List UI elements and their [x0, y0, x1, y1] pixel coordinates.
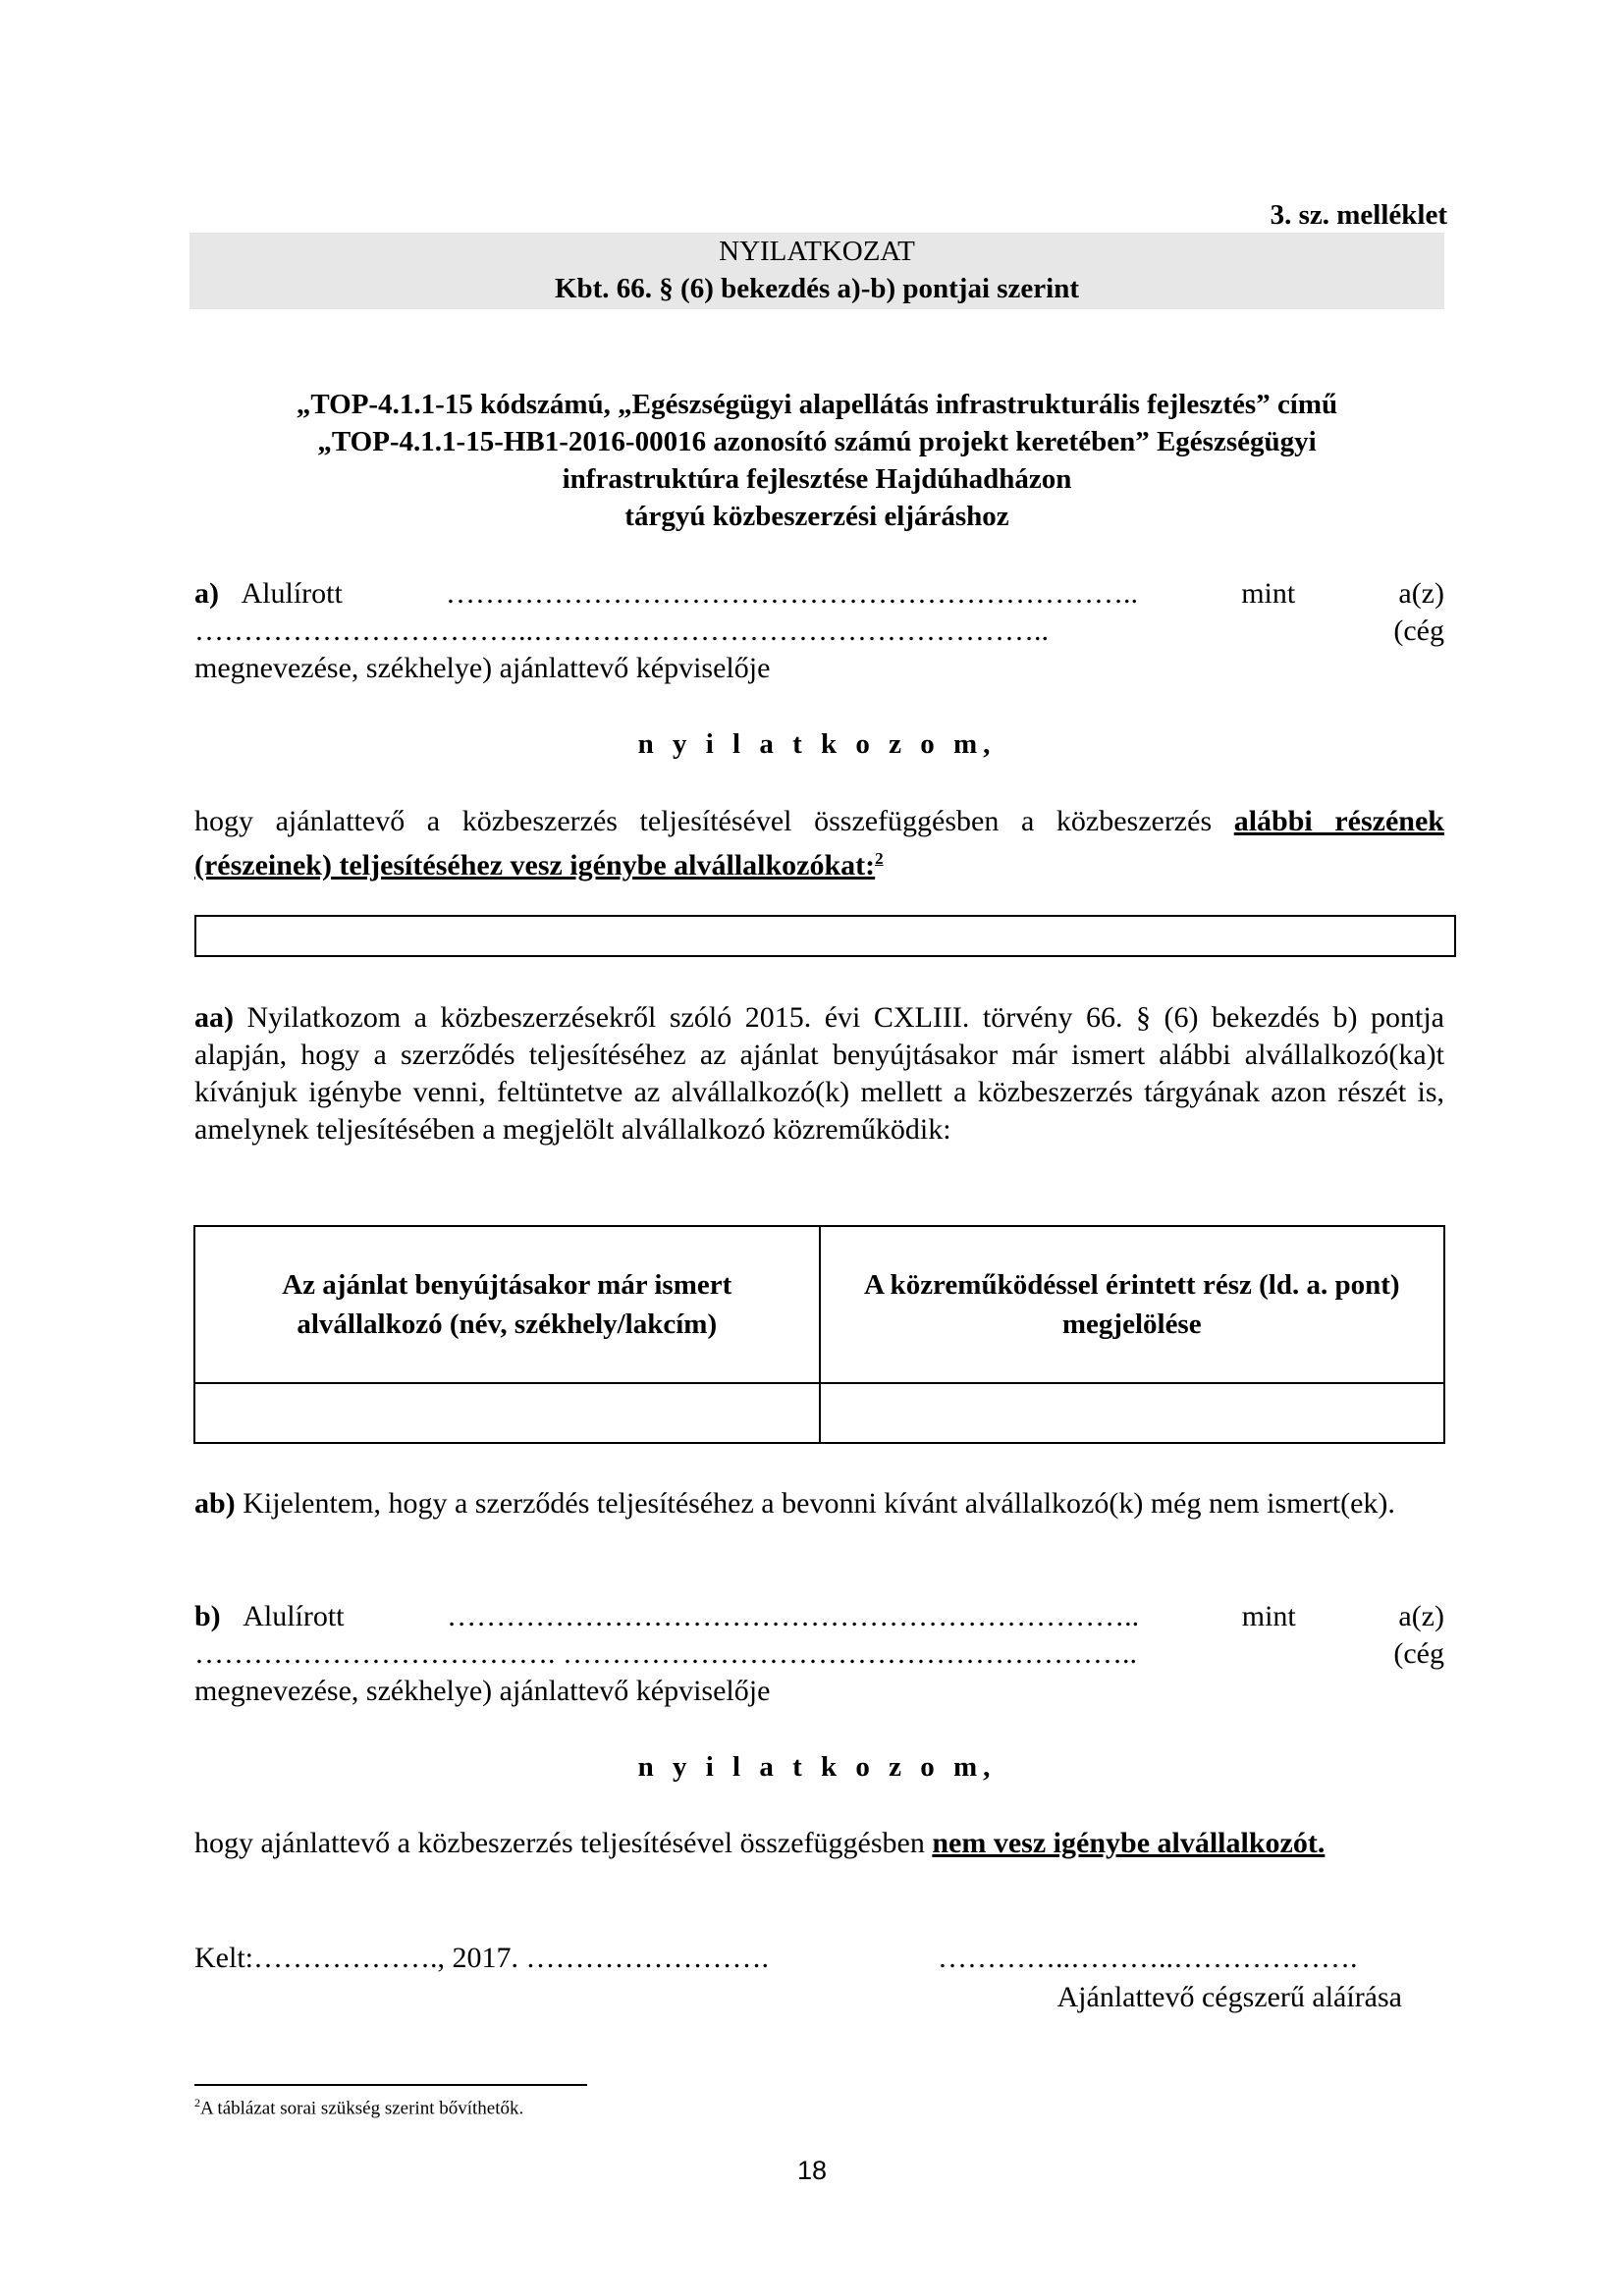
footnote-text: A táblázat sorai szükség szerint bővíthetők.	[200, 2098, 524, 2119]
part-cell[interactable]	[820, 1383, 1445, 1443]
footnote	[194, 2096, 523, 2119]
declaration-subtitle: Kbt. 66. § (6) bekezdés a)-b) pontjai szerint	[554, 273, 1080, 304]
declaration-header	[189, 233, 1444, 309]
name-fill-dots: ……………………………………………………………..	[447, 1600, 1140, 1632]
section-ab-text: Kijelentem, hogy a szerződés teljesítéséhez a bevonni kívánt alvállalkozó(k) még nem ismert(ek).	[243, 1487, 1395, 1520]
section-aa	[194, 999, 1444, 1148]
subcontractor-table	[193, 1225, 1445, 1444]
project-title-line: tárgyú közbeszerzési eljáráshoz	[624, 501, 1009, 532]
section-ab-label: ab)	[194, 1487, 236, 1520]
section-a	[194, 575, 1444, 687]
project-title-line: infrastruktúra fejlesztése Hajdúhadházon	[562, 463, 1072, 495]
section-aa-text: Nyilatkozom a közbeszerzésekről szóló 2015. évi CXLIII. törvény 66. § (6) bekezdés b) pontja alapján, hogy a szerződés teljesítéséhez az ajánlat benyújtásakor már ismert alábbi alvállalkozó(ka)t kívánjuk igénybe venni, feltüntetve az alvállalkozó(k) mellett a közbeszerzés tárgyának azon részét is, amelynek teljesítésében a megjelölt alvállalkozó közreműködik:	[194, 1001, 1444, 1146]
section-b-label: b)	[194, 1600, 221, 1632]
clause-b	[194, 1825, 1444, 1862]
clause-a-text: hogy ajánlattevő a közbeszerzés teljesítésével összefüggésben a közbeszerzés	[194, 805, 1234, 837]
declare-heading: n y i l a t k o z o m,	[637, 728, 997, 760]
az-text: a(z)	[1398, 1600, 1444, 1632]
undersigned-text: Alulírott	[243, 1600, 345, 1632]
subcontractor-cell[interactable]	[194, 1383, 820, 1443]
declaration-title: NYILATKOZAT	[719, 236, 915, 267]
as-text: mint	[1241, 1600, 1296, 1632]
section-a-line1	[194, 575, 1444, 613]
table-header-subcontractor: Az ajánlat benyújtásakor már ismert alvállalkozó (név, székhely/lakcím)	[194, 1226, 820, 1383]
project-title-line: „TOP-4.1.1-15-HB1-2016-00016 azonosító számú projekt keretében” Egészségügyi	[317, 426, 1317, 457]
declare-heading: n y i l a t k o z o m,	[637, 1751, 997, 1783]
section-b-line3: megnevezése, székhelye) ajánlattevő képviselője	[194, 1675, 771, 1707]
page-number: 18	[796, 2156, 828, 2185]
section-a-line2	[194, 613, 1444, 650]
date-line: Kelt:………………., 2017. …………………….	[194, 1942, 769, 1974]
clause-a	[194, 803, 1444, 884]
section-a-line3: megnevezése, székhelye) ajánlattevő képviselője	[194, 652, 771, 684]
signature-label: Ajánlattevő cégszerű aláírása	[1056, 1981, 1402, 2013]
section-ab	[194, 1485, 1444, 1522]
company-text: (cég	[1393, 614, 1444, 647]
section-b	[194, 1598, 1444, 1710]
company-fill-dots: ………………………………. …………………………………………………..	[194, 1637, 1137, 1670]
az-text: a(z)	[1398, 577, 1444, 610]
company-fill-dots: ……………………………..……………………………………………..	[194, 614, 1049, 647]
footnote-number: 2	[194, 2096, 200, 2109]
name-fill-dots: ……………………………………………………………..	[446, 577, 1139, 610]
section-b-line1	[194, 1598, 1444, 1635]
footnote-ref: 2	[875, 849, 884, 868]
section-aa-label: aa)	[194, 1001, 234, 1034]
clause-b-text: hogy ajánlattevő a közbeszerzés teljesítésével összefüggésben	[194, 1827, 933, 1859]
table-header-part: A közreműködéssel érintett rész (ld. a. pont) megjelölése	[820, 1226, 1445, 1383]
project-title	[189, 386, 1444, 535]
section-b-line2	[194, 1635, 1444, 1673]
section-a-label: a)	[194, 577, 219, 610]
signature-dots: …………..………..……………….	[938, 1942, 1358, 1974]
table-row	[194, 1383, 1444, 1443]
company-text: (cég	[1393, 1637, 1444, 1670]
annex-label: 3. sz. melléklet	[1270, 199, 1447, 231]
subcontract-part-field[interactable]	[194, 915, 1456, 957]
clause-b-underlined: nem vesz igénybe alvállalkozót.	[932, 1827, 1326, 1859]
table-header-row	[194, 1226, 1444, 1383]
clause-a-underlined: alábbi részének (részeinek) teljesítéséhez vesz igénybe alvállalkozókat:	[194, 805, 1444, 881]
project-title-line: „TOP-4.1.1-15 kódszámú, „Egészségügyi alapellátás infrastrukturális fejlesztés” című	[296, 389, 1338, 420]
footnote-separator	[194, 2084, 587, 2086]
as-text: mint	[1241, 577, 1296, 610]
undersigned-text: Alulírott	[241, 577, 343, 610]
